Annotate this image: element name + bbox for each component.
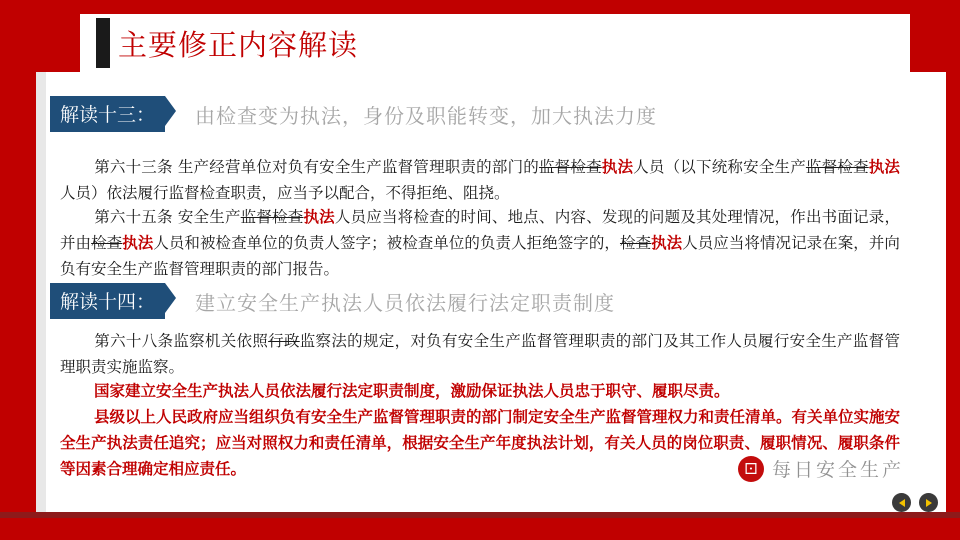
prev-slide-button[interactable]	[892, 493, 911, 512]
body-text: 第六十三条 生产经营单位对负有安全生产监督管理职责的部门的	[94, 158, 539, 176]
emphasis-text: 国家建立安全生产执法人员依法履行法定职责制度，激励保证执法人员忠于职守、履职尽责。	[94, 381, 730, 400]
body-text: 第六十八条监察机关依照	[94, 332, 269, 350]
section-tag-13: 解读十三：	[50, 96, 165, 132]
section-13-paragraph-2	[60, 204, 900, 282]
emphasis-text: 县级以上人民政府应当组织负有安全生产监督管理职责的部门制定安全生产监督管理权力和责任清单。有关单位实施安全生产执法责任追究；应当对照权力和责任清单，根据安全生产年度执法计划，有关人员的岗位职责、履职情况、履职条件等因素合理确定相应责任。	[60, 407, 901, 478]
body-text: 第六十五条 安全生产	[94, 208, 241, 226]
title-accent-bar	[96, 18, 110, 68]
right-red-strip	[946, 72, 960, 512]
section-13-paragraph-1	[60, 154, 900, 206]
inserted-text: 执法	[651, 233, 683, 252]
deleted-text: 行政	[268, 332, 300, 350]
next-slide-button[interactable]	[919, 493, 938, 512]
bottom-red-band	[0, 518, 960, 540]
body-text: 监察法的规定，对负有安全生产监督管理职责的部门及其工作人员履行安全生产监督管理职责实施监察。	[60, 332, 900, 376]
slide-nav	[892, 493, 938, 512]
body-text: 人员和被检查单位的负责人签字；被检查单位的负责人拒绝签字的，	[153, 234, 620, 252]
section-heading-14: 建立安全生产执法人员依法履行法定职责制度	[195, 290, 616, 315]
section-header-13	[50, 96, 657, 132]
body-text: 人员）依法履行监督检查职责，应当予以配合，不得拒绝、阻挠。	[60, 184, 510, 202]
inserted-text: 执法	[601, 157, 634, 176]
inserted-text: 执法	[868, 157, 900, 176]
top-red-band	[0, 0, 960, 14]
title-band-white-right	[500, 14, 910, 72]
inserted-text: 执法	[122, 233, 154, 252]
deleted-text: 监督检查	[805, 158, 869, 176]
deleted-text: 检查	[619, 234, 652, 252]
left-red-strip	[0, 72, 36, 512]
deleted-text: 监督检查	[538, 158, 602, 176]
deleted-text: 监督检查	[240, 208, 304, 226]
watermark	[738, 455, 904, 482]
section-tag-14: 解读十四：	[50, 283, 165, 319]
inserted-text: 执法	[303, 207, 335, 226]
section-14-paragraph-2	[60, 378, 900, 404]
deleted-text: 检查	[91, 234, 123, 252]
body-text: 人员应当将检查的时间、地点、内容、发现的问题及其处理情况，作出书面记录，并由	[60, 208, 900, 252]
left-gray-strip	[36, 72, 46, 512]
wechat-icon: ⚀	[738, 456, 764, 482]
section-heading-13: 由检查变为执法，身份及职能转变，加大执法力度	[195, 103, 658, 128]
section-header-14	[50, 283, 615, 319]
page-title: 主要修正内容解读	[118, 28, 359, 62]
body-text: 人员（以下统称安全生产	[633, 158, 806, 176]
section-14-paragraph-1	[60, 328, 900, 380]
body-text: 人员应当将情况记录在案，并向负有安全生产监督管理职责的部门报告。	[60, 234, 900, 278]
watermark-label: 每日安全生产	[771, 459, 904, 481]
